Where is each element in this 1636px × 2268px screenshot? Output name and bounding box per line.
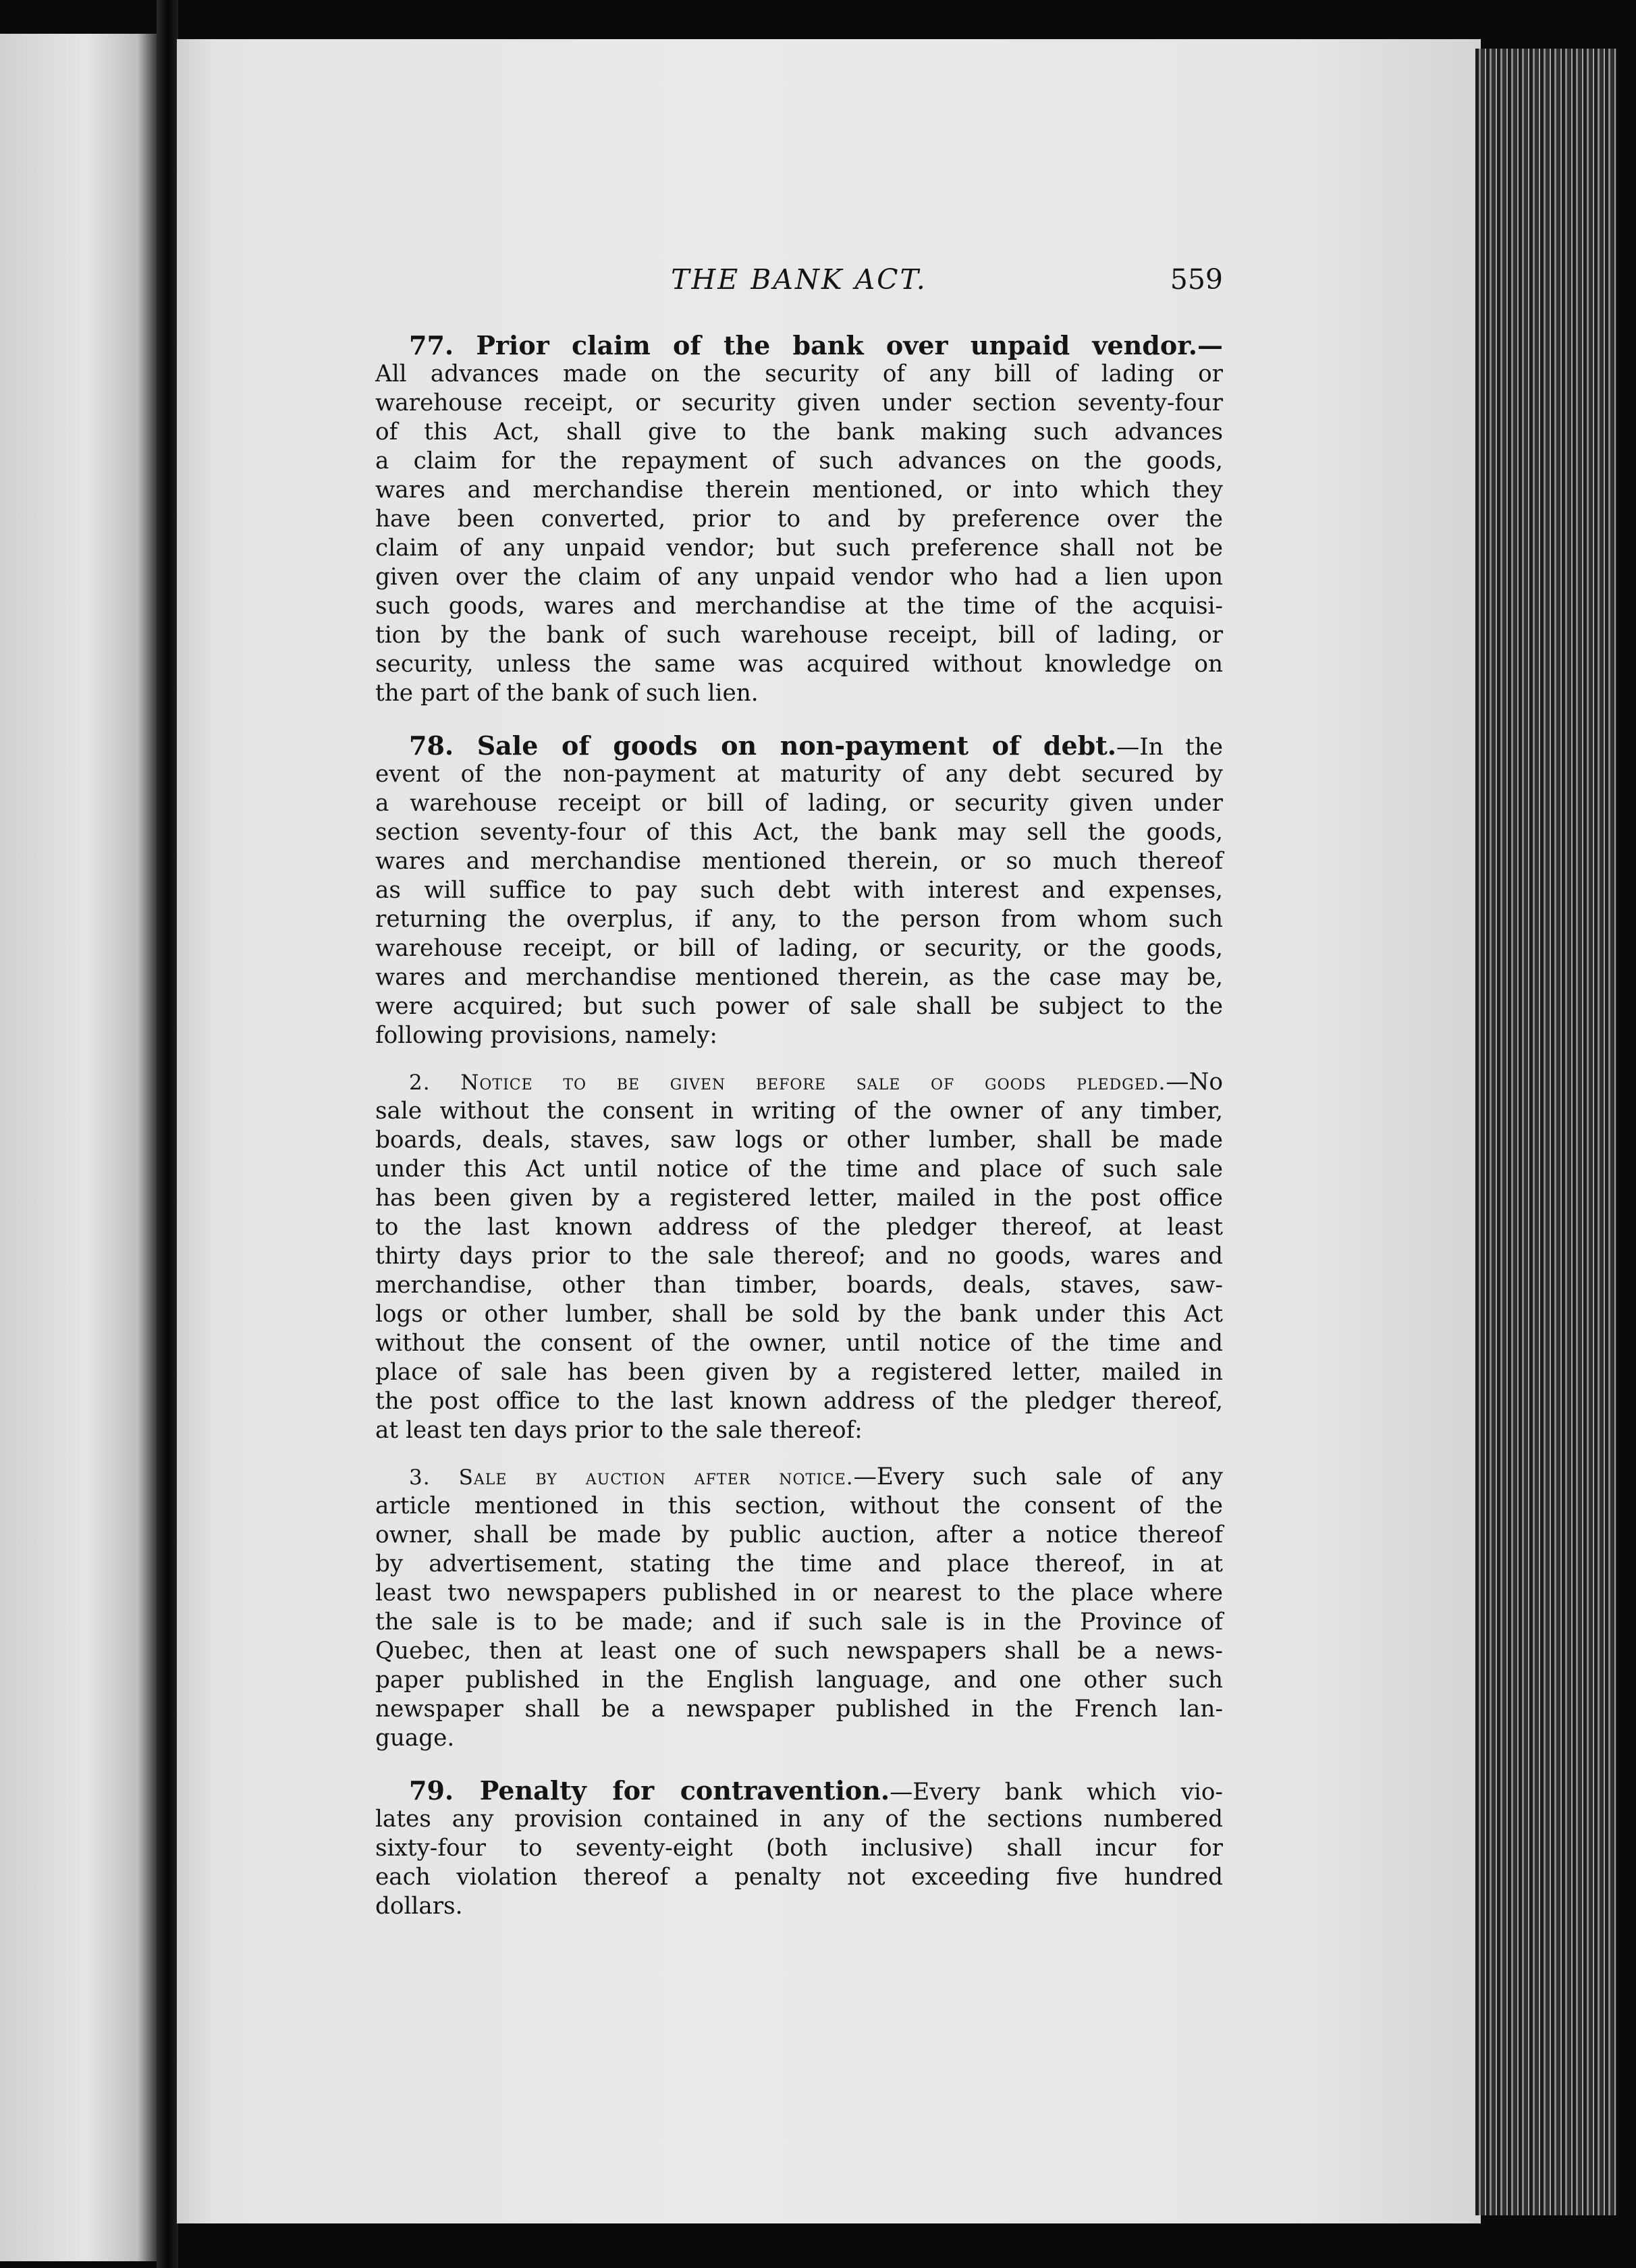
- text-line: a claim for the repayment of such advances on the goods,: [375, 448, 1223, 475]
- text-line: each violation thereof a penalty not exceeding five hundred: [375, 1864, 1223, 1891]
- text-line: security, unless the same was acquired without knowledge on: [375, 651, 1223, 678]
- text-line: given over the claim of any unpaid vendor who had a lien upon: [375, 564, 1223, 591]
- text-line: wares and merchandise mentioned therein, or so much thereof: [375, 848, 1223, 875]
- text-line: dollars.: [375, 1893, 463, 1920]
- text-line: sixty-four to seventy-eight (both inclusive) shall incur for: [375, 1835, 1223, 1862]
- text-line: owner, shall be made by public auction, after a notice thereof: [375, 1521, 1223, 1548]
- text-line: thirty days prior to the sale thereof; and no goods, wares and: [375, 1243, 1223, 1270]
- text-line: wares and merchandise mentioned therein, as the case may be,: [375, 964, 1223, 991]
- text-line: have been converted, prior to and by preference over the: [375, 506, 1223, 533]
- text-line: paper published in the English language, and one other such: [375, 1667, 1223, 1694]
- text-line: guage.: [375, 1725, 455, 1752]
- text-line: warehouse receipt, or bill of lading, or security, or the goods,: [375, 935, 1223, 962]
- text-line: Quebec, then at least one of such newspapers shall be a news-: [375, 1638, 1223, 1665]
- text-line: such goods, wares and merchandise at the time of the acquisi-: [375, 593, 1223, 620]
- text-line: merchandise, other than timber, boards, deals, staves, saw-: [375, 1272, 1223, 1299]
- text-line: by advertisement, stating the time and place thereof, in at: [375, 1550, 1223, 1577]
- subsection-2: [375, 1068, 1223, 1445]
- text-line: the post office to the last known address of the pledger thereof,: [375, 1388, 1223, 1415]
- text-line: under this Act until notice of the time and place of such sale: [375, 1156, 1223, 1183]
- subsection-3: [375, 1463, 1223, 1753]
- section-79-heading-rest: —Every bank which vio-: [890, 1779, 1223, 1806]
- text-line: a warehouse receipt or bill of lading, or security given under: [375, 790, 1223, 817]
- page-text: [375, 263, 1223, 1921]
- section-heading-line: [375, 731, 1223, 760]
- section-78: [375, 731, 1223, 1050]
- text-line: of this Act, shall give to the bank making such advances: [375, 418, 1223, 446]
- text-line: section seventy-four of this Act, the bank may sell the goods,: [375, 819, 1223, 846]
- section-79-heading: 79. Penalty for contravention.: [409, 1775, 890, 1806]
- section-77: [375, 331, 1223, 708]
- subsection-3-heading: 3. Sale by auction after notice.: [409, 1465, 854, 1490]
- text-line: sale without the consent in writing of the owner of any timber,: [375, 1098, 1223, 1125]
- text-line: returning the overplus, if any, to the person from whom such: [375, 906, 1223, 933]
- page-number: 559: [1170, 263, 1223, 296]
- section-78-heading: 78. Sale of goods on non-payment of debt.: [409, 730, 1117, 761]
- subsection-heading-line: [375, 1463, 1223, 1492]
- text-line: to the last known address of the pledger thereof, at least: [375, 1214, 1223, 1241]
- subsection-2-heading: 2. Notice to be given before sale of goods pledged.: [409, 1071, 1166, 1095]
- text-line: has been given by a registered letter, mailed in the post office: [375, 1185, 1223, 1212]
- text-line: tion by the bank of such warehouse receipt, bill of lading, or: [375, 622, 1223, 649]
- text-line: boards, deals, staves, saw logs or other lumber, shall be made: [375, 1127, 1223, 1154]
- text-line: were acquired; but such power of sale shall be subject to the: [375, 993, 1223, 1020]
- text-line: event of the non-payment at maturity of any debt secured by: [375, 761, 1223, 788]
- book-gutter: [157, 0, 178, 2268]
- text-line: as will suffice to pay such debt with interest and expenses,: [375, 877, 1223, 904]
- section-heading-line: [375, 1776, 1223, 1805]
- left-page-edge: [0, 34, 157, 2261]
- text-line: least two newspapers published in or nearest to the place where: [375, 1580, 1223, 1606]
- page-stack-edge: [1475, 49, 1617, 2215]
- text-line: wares and merchandise therein mentioned, or into which they: [375, 477, 1223, 504]
- section-heading: [375, 331, 1223, 360]
- text-line: All advances made on the security of any bill of lading or: [375, 360, 1223, 387]
- text-line: place of sale has been given by a registered letter, mailed in: [375, 1359, 1223, 1386]
- running-head: [375, 263, 1223, 304]
- text-line: warehouse receipt, or security given under section seventy-four: [375, 389, 1223, 416]
- text-line: newspaper shall be a newspaper published in the French lan-: [375, 1696, 1223, 1723]
- text-line: at least ten days prior to the sale thereof:: [375, 1417, 863, 1444]
- section-77-heading: 77. Prior claim of the bank over unpaid vendor.—: [409, 330, 1223, 360]
- text-line: the sale is to be made; and if such sale is in the Province of: [375, 1609, 1223, 1636]
- subsection-3-heading-rest: —Every such sale of any: [853, 1463, 1223, 1490]
- subsection-heading-line: [375, 1068, 1223, 1097]
- text-line: article mentioned in this section, without the consent of the: [375, 1492, 1223, 1519]
- subsection-2-heading-rest: —No: [1166, 1069, 1223, 1096]
- section-78-heading-rest: —In the: [1116, 734, 1223, 761]
- text-line: following provisions, namely:: [375, 1022, 717, 1049]
- text-line: lates any provision contained in any of the sections numbered: [375, 1806, 1223, 1833]
- text-line: logs or other lumber, shall be sold by the bank under this Act: [375, 1301, 1223, 1328]
- text-line: the part of the bank of such lien.: [375, 680, 759, 707]
- section-79: [375, 1776, 1223, 1921]
- text-line: claim of any unpaid vendor; but such preference shall not be: [375, 535, 1223, 562]
- running-title: THE BANK ACT.: [671, 263, 927, 296]
- text-line: without the consent of the owner, until notice of the time and: [375, 1330, 1223, 1357]
